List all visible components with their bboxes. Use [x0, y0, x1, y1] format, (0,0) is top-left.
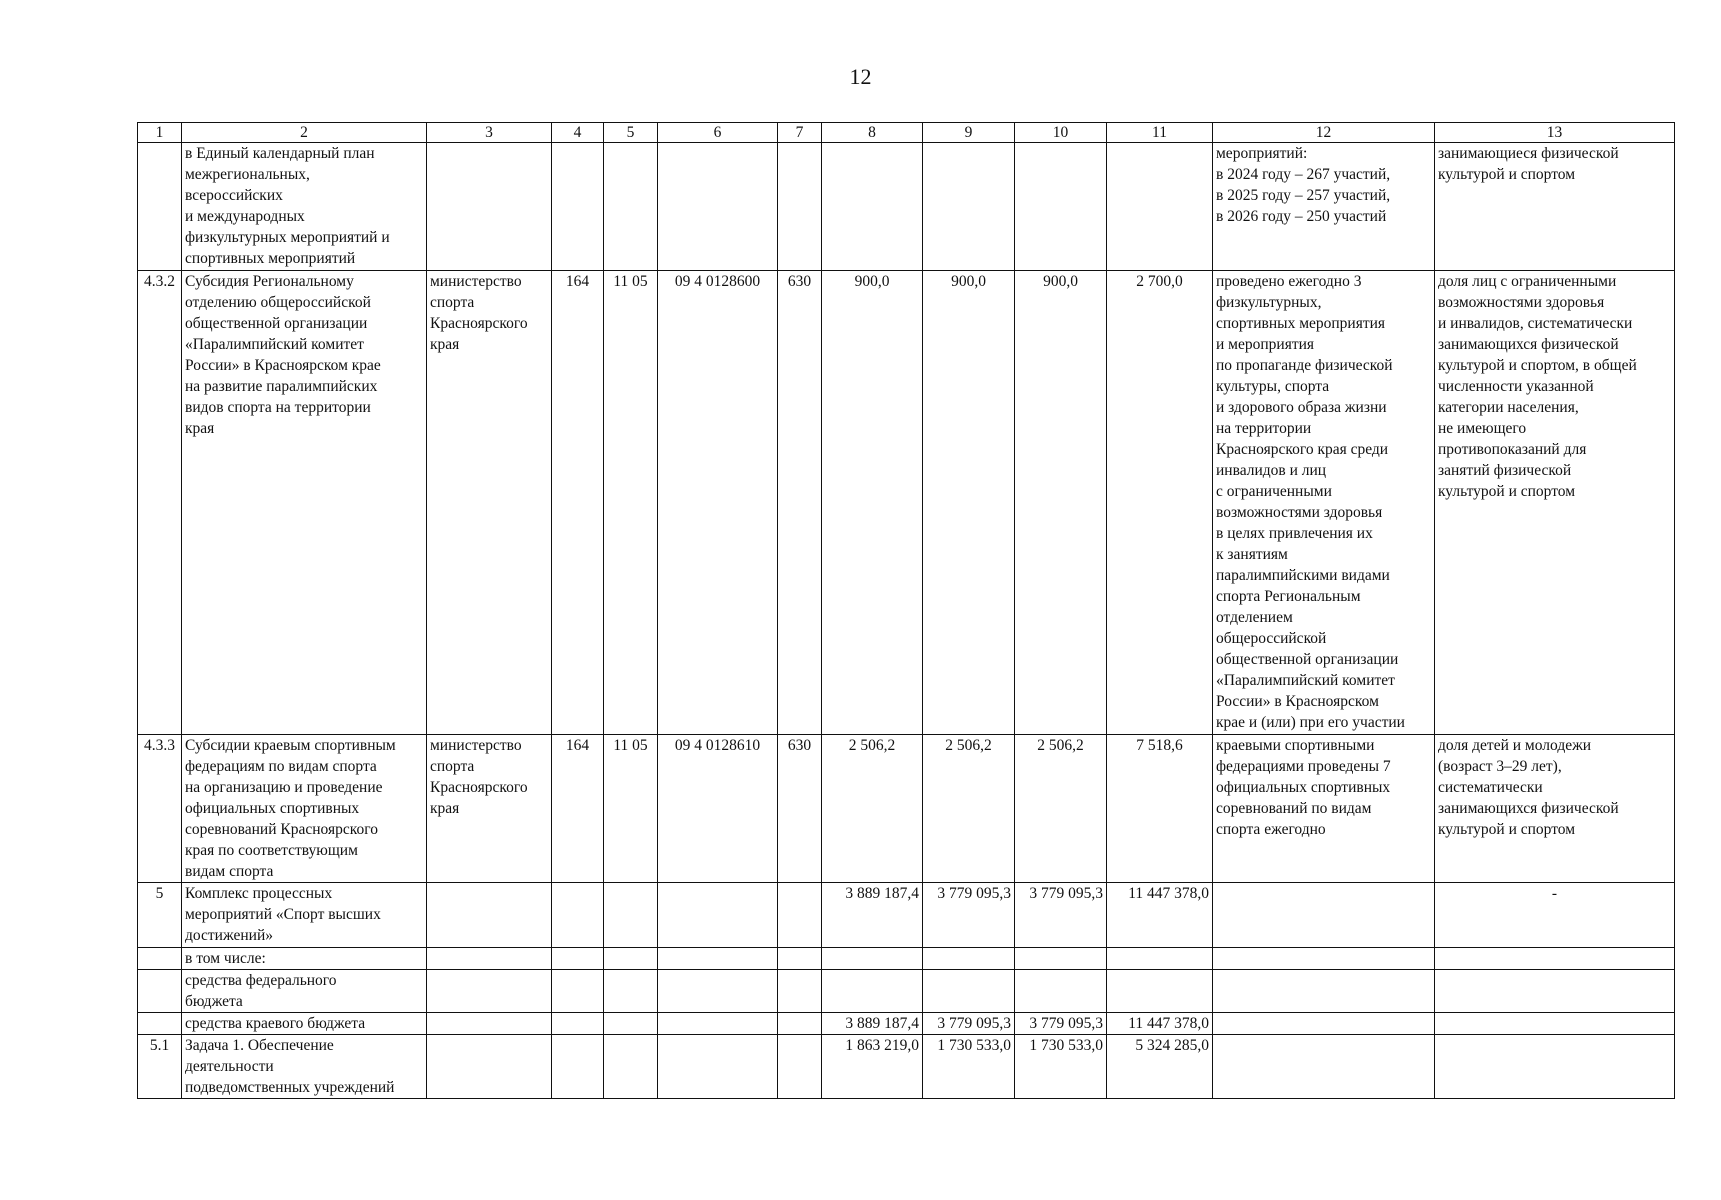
amount-cell: 2 506,2	[822, 735, 923, 883]
indicator-cell	[1435, 948, 1675, 970]
code-cell	[604, 143, 658, 271]
indicator-cell: доля детей и молодежи (возраст 3–29 лет), систематически занимающихся физической культурой и спортом	[1435, 735, 1675, 883]
executor-cell: министерство спорта Красноярского края	[427, 735, 552, 883]
amount-cell	[822, 948, 923, 970]
amount-cell	[1015, 143, 1107, 271]
indicator-cell	[1435, 970, 1675, 1013]
row-number-cell	[138, 948, 182, 970]
code-cell	[552, 883, 604, 948]
code-cell	[604, 1013, 658, 1035]
code-cell	[778, 970, 822, 1013]
code-cell: 09 4 0128610	[658, 735, 778, 883]
result-cell: проведено ежегодно 3 физкультурных, спортивных мероприятия и мероприятия по пропаганде физической культуры, спорта и здорового образа жизни на территории Красноярского края среди инвалидов и лиц с ограниченными возможностями здоровья в целях привлечения их к занятиям паралимпийскими видами спорта Региональным отделением общероссийской общественной организации «Паралимпийский комитет России» в Красноярском крае и (или) при его участии	[1213, 271, 1435, 735]
indicator-cell: доля лиц с ограниченными возможностями здоровья и инвалидов, систематически занимающихся физической культурой и спортом, в общей численности указанной категории населения, не имеющего противопоказаний для занятий физической культурой и спортом	[1435, 271, 1675, 735]
amount-cell	[923, 143, 1015, 271]
name-cell: в том числе:	[182, 948, 427, 970]
amount-cell: 11 447 378,0	[1107, 883, 1213, 948]
executor-cell	[427, 1013, 552, 1035]
table-row	[138, 970, 1675, 1013]
amount-cell: 900,0	[1015, 271, 1107, 735]
amount-cell: 3 889 187,4	[822, 1013, 923, 1035]
result-cell	[1213, 1013, 1435, 1035]
amount-cell: 3 779 095,3	[923, 883, 1015, 948]
name-cell: в Единый календарный план межрегиональных, всероссийских и международных физкультурных мероприятий и спортивных мероприятий	[182, 143, 427, 271]
header-cell: 7	[778, 123, 822, 143]
code-cell: 11 05	[604, 735, 658, 883]
amount-cell: 1 730 533,0	[1015, 1035, 1107, 1099]
header-cell: 1	[138, 123, 182, 143]
header-cell: 12	[1213, 123, 1435, 143]
amount-cell	[923, 970, 1015, 1013]
code-cell	[658, 143, 778, 271]
header-cell: 3	[427, 123, 552, 143]
executor-cell	[427, 948, 552, 970]
amount-cell	[1107, 970, 1213, 1013]
table-row	[138, 735, 1675, 883]
result-cell: краевыми спортивными федерациями проведены 7 официальных спортивных соревнований по видам спорта ежегодно	[1213, 735, 1435, 883]
code-cell	[658, 948, 778, 970]
amount-cell: 1 863 219,0	[822, 1035, 923, 1099]
executor-cell: министерство спорта Красноярского края	[427, 271, 552, 735]
amount-cell: 900,0	[822, 271, 923, 735]
code-cell	[658, 1035, 778, 1099]
header-cell: 11	[1107, 123, 1213, 143]
header-cell: 6	[658, 123, 778, 143]
executor-cell	[427, 883, 552, 948]
name-cell: средства федерального бюджета	[182, 970, 427, 1013]
amount-cell: 2 506,2	[1015, 735, 1107, 883]
result-cell: мероприятий: в 2024 году – 267 участий, в 2025 году – 257 участий, в 2026 году – 250 участий	[1213, 143, 1435, 271]
code-cell: 11 05	[604, 271, 658, 735]
header-cell: 9	[923, 123, 1015, 143]
row-number-cell: 4.3.2	[138, 271, 182, 735]
executor-cell	[427, 970, 552, 1013]
code-cell	[778, 143, 822, 271]
table-row	[138, 143, 1675, 271]
amount-cell: 2 506,2	[923, 735, 1015, 883]
indicator-cell: -	[1435, 883, 1675, 948]
name-cell: Комплекс процессных мероприятий «Спорт высших достижений»	[182, 883, 427, 948]
code-cell: 164	[552, 271, 604, 735]
indicator-cell	[1435, 1013, 1675, 1035]
executor-cell	[427, 1035, 552, 1099]
table-row	[138, 948, 1675, 970]
table-row	[138, 1035, 1675, 1099]
code-cell	[778, 1013, 822, 1035]
result-cell	[1213, 948, 1435, 970]
code-cell: 164	[552, 735, 604, 883]
table-row	[138, 883, 1675, 948]
code-cell	[552, 948, 604, 970]
code-cell: 09 4 0128600	[658, 271, 778, 735]
code-cell	[778, 883, 822, 948]
table-row	[138, 1013, 1675, 1035]
code-cell	[778, 1035, 822, 1099]
amount-cell: 11 447 378,0	[1107, 1013, 1213, 1035]
code-cell	[658, 1013, 778, 1035]
header-cell: 4	[552, 123, 604, 143]
name-cell: Задача 1. Обеспечение деятельности подведомственных учреждений	[182, 1035, 427, 1099]
amount-cell	[1107, 948, 1213, 970]
amount-cell: 2 700,0	[1107, 271, 1213, 735]
budget-table	[137, 122, 1675, 1099]
code-cell	[604, 883, 658, 948]
header-row	[138, 123, 1675, 143]
result-cell	[1213, 1035, 1435, 1099]
table-row	[138, 271, 1675, 735]
indicator-cell: занимающиеся физической культурой и спортом	[1435, 143, 1675, 271]
header-cell: 2	[182, 123, 427, 143]
code-cell	[658, 883, 778, 948]
amount-cell	[822, 970, 923, 1013]
amount-cell	[1015, 970, 1107, 1013]
code-cell: 630	[778, 271, 822, 735]
code-cell	[604, 970, 658, 1013]
amount-cell: 900,0	[923, 271, 1015, 735]
result-cell	[1213, 970, 1435, 1013]
amount-cell: 5 324 285,0	[1107, 1035, 1213, 1099]
amount-cell	[923, 948, 1015, 970]
indicator-cell	[1435, 1035, 1675, 1099]
name-cell: Субсидии краевым спортивным федерациям по видам спорта на организацию и проведение официальных спортивных соревнований Красноярского края по соответствующим видам спорта	[182, 735, 427, 883]
header-cell: 5	[604, 123, 658, 143]
executor-cell	[427, 143, 552, 271]
result-cell	[1213, 883, 1435, 948]
code-cell	[604, 948, 658, 970]
amount-cell: 7 518,6	[1107, 735, 1213, 883]
page-number: 12	[849, 64, 872, 89]
code-cell	[552, 1013, 604, 1035]
amount-cell: 3 889 187,4	[822, 883, 923, 948]
amount-cell	[1015, 948, 1107, 970]
amount-cell: 3 779 095,3	[1015, 883, 1107, 948]
header-cell: 13	[1435, 123, 1675, 143]
row-number-cell: 4.3.3	[138, 735, 182, 883]
code-cell	[552, 970, 604, 1013]
name-cell: Субсидия Региональному отделению общероссийской общественной организации «Паралимпийский комитет России» в Красноярском крае на развитие паралимпийских видов спорта на территории края	[182, 271, 427, 735]
header-cell: 10	[1015, 123, 1107, 143]
name-cell: средства краевого бюджета	[182, 1013, 427, 1035]
header-cell: 8	[822, 123, 923, 143]
code-cell	[552, 1035, 604, 1099]
code-cell	[658, 970, 778, 1013]
row-number-cell: 5	[138, 883, 182, 948]
amount-cell: 3 779 095,3	[923, 1013, 1015, 1035]
row-number-cell	[138, 143, 182, 271]
amount-cell: 1 730 533,0	[923, 1035, 1015, 1099]
code-cell	[778, 948, 822, 970]
amount-cell	[822, 143, 923, 271]
code-cell	[552, 143, 604, 271]
amount-cell: 3 779 095,3	[1015, 1013, 1107, 1035]
row-number-cell	[138, 970, 182, 1013]
code-cell: 630	[778, 735, 822, 883]
amount-cell	[1107, 143, 1213, 271]
code-cell	[604, 1035, 658, 1099]
row-number-cell	[138, 1013, 182, 1035]
row-number-cell: 5.1	[138, 1035, 182, 1099]
